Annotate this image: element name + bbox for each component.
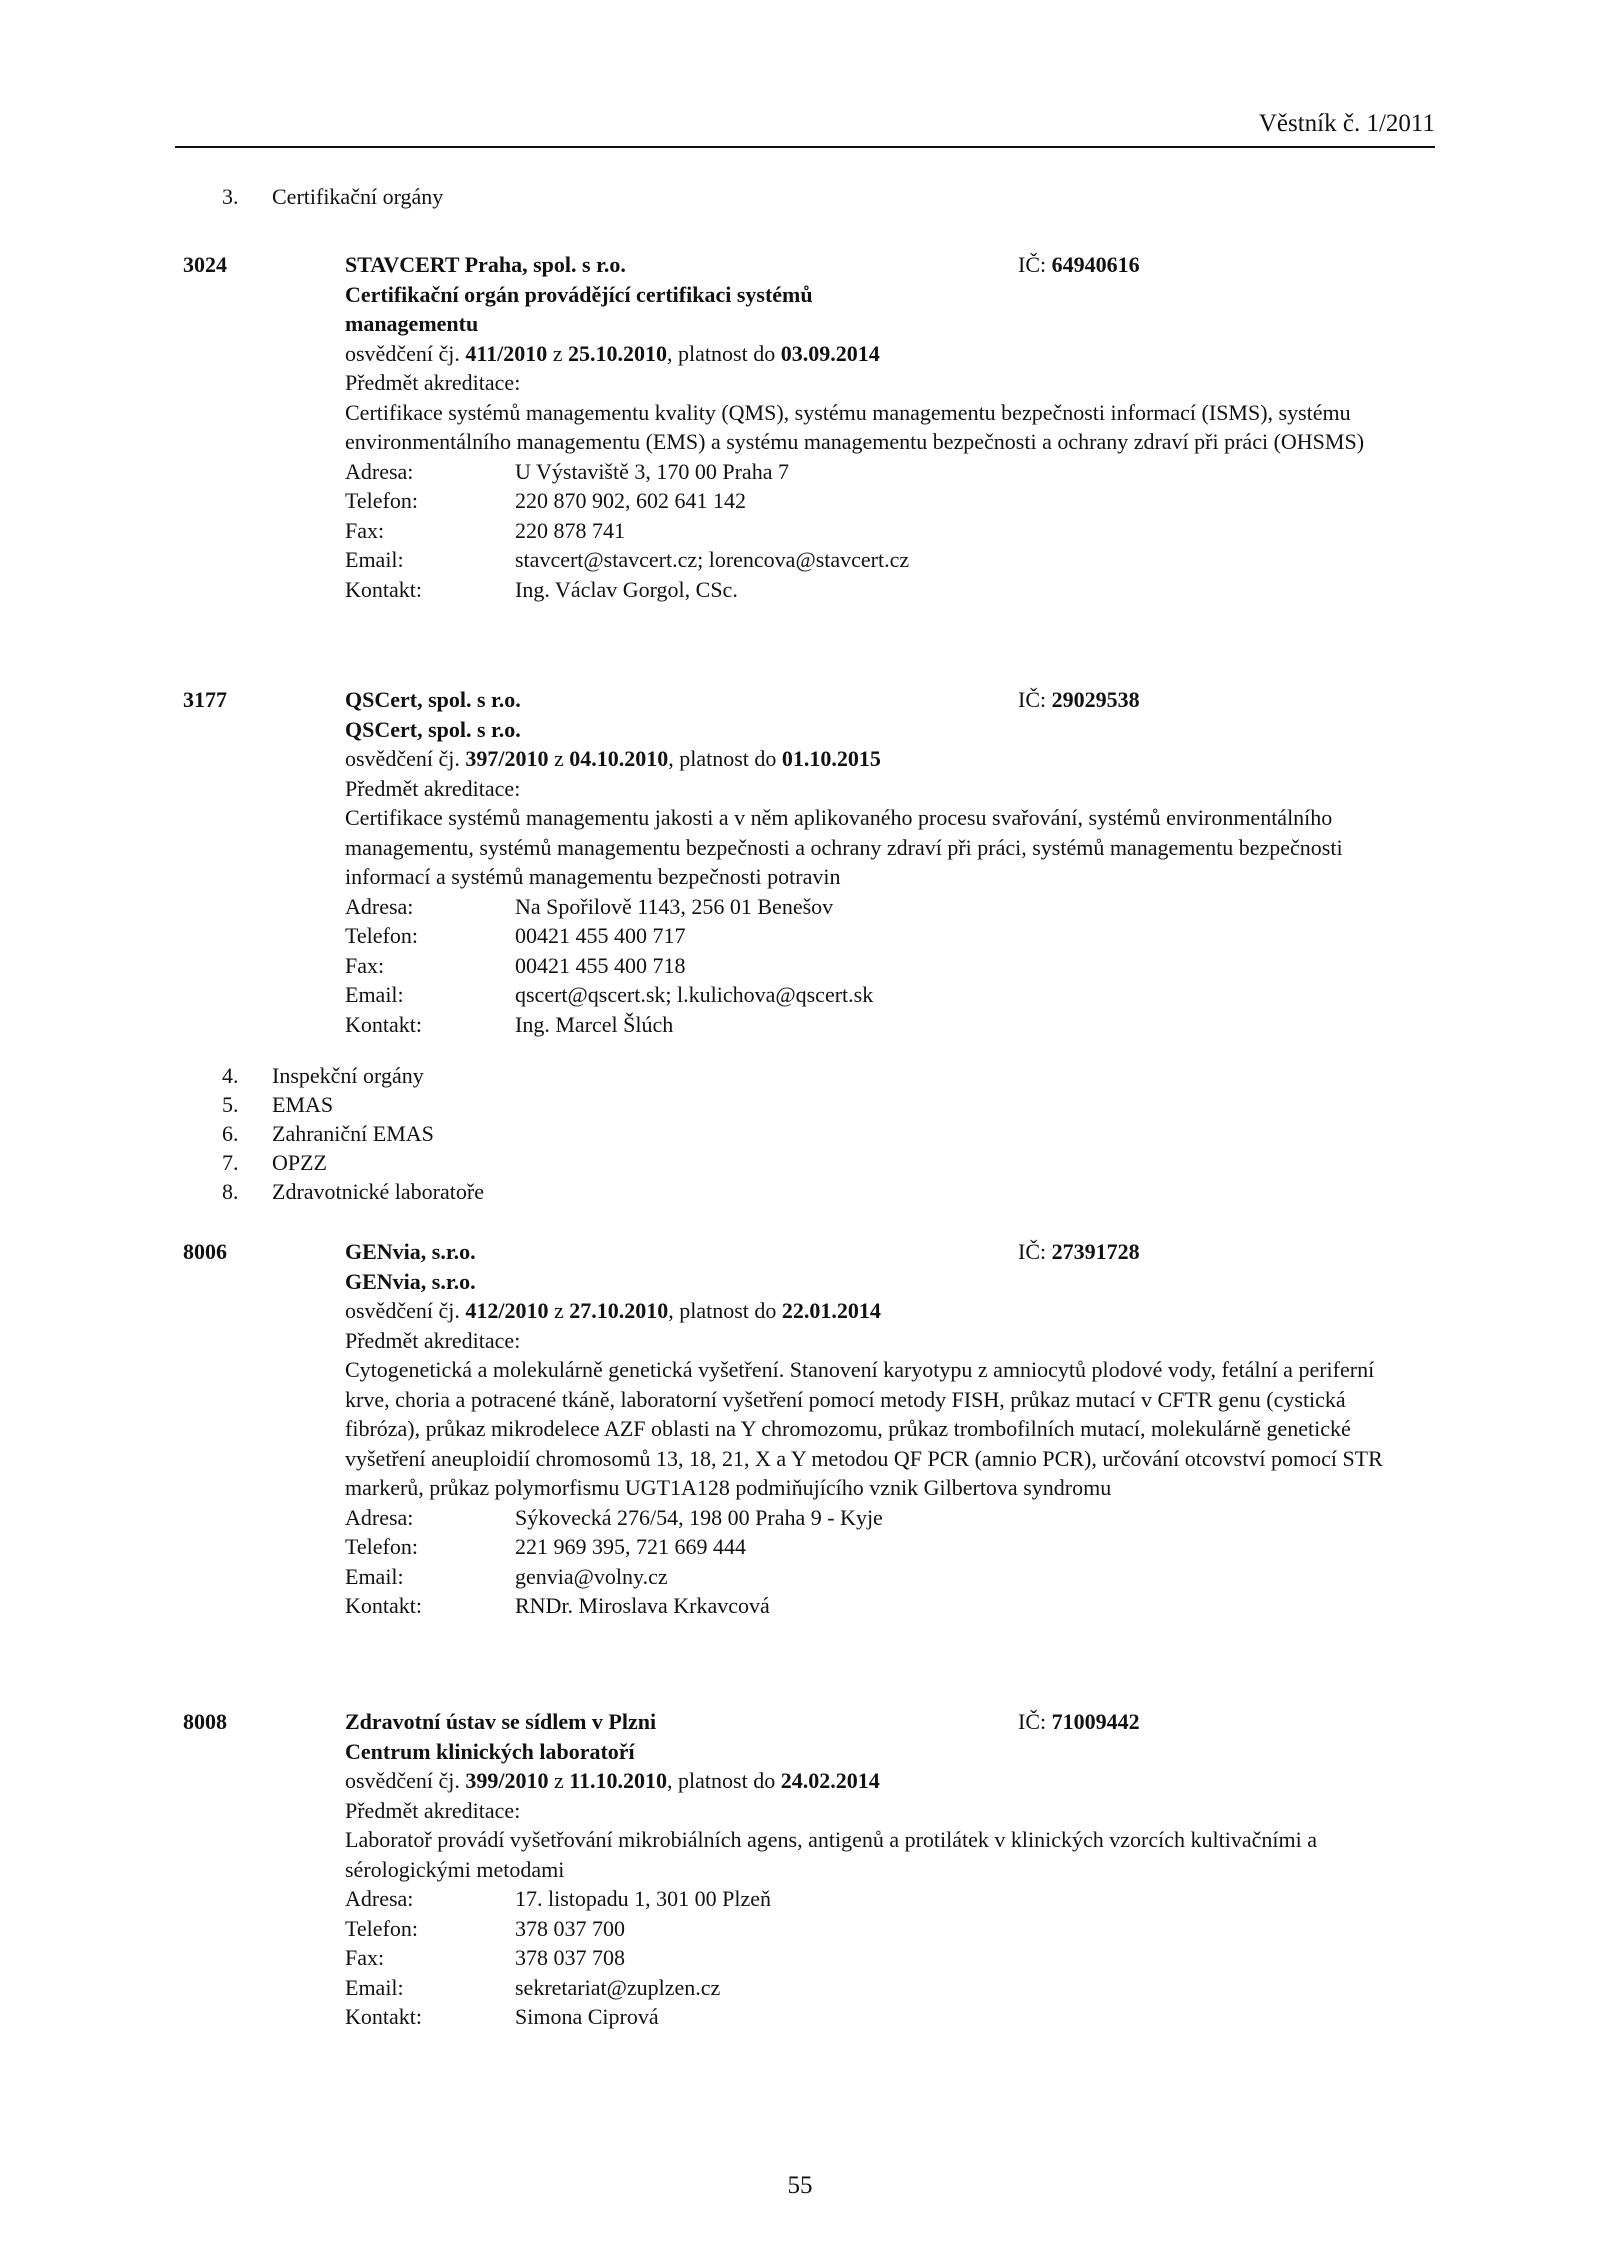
contact-value: Ing. Václav Gorgol, CSc. bbox=[515, 576, 738, 602]
entry-code: 8008 bbox=[183, 1709, 227, 1734]
section-heading-certifikacni bbox=[222, 182, 443, 211]
contact-row bbox=[345, 1591, 1415, 1621]
cert-valid-until: 22.01.2014 bbox=[781, 1298, 881, 1323]
ic-label: IČ: bbox=[1018, 1239, 1047, 1264]
contact-label: Telefon: bbox=[345, 488, 418, 513]
entity-subname: Centrum klinických laboratoří bbox=[345, 1738, 635, 1764]
contact-label: Kontakt: bbox=[345, 2004, 422, 2029]
cert-z: z bbox=[552, 340, 563, 366]
section-number: 5. bbox=[222, 1092, 239, 1117]
cert-number: 399/2010 bbox=[465, 1768, 549, 1793]
contact-row bbox=[345, 1943, 1415, 1973]
contact-value: 378 037 708 bbox=[515, 1945, 625, 1970]
contact-row bbox=[345, 1010, 1415, 1040]
contact-value: Ing. Marcel Šlúch bbox=[515, 1011, 674, 1037]
entry-body bbox=[345, 685, 1415, 1039]
entry-code: 3177 bbox=[183, 687, 227, 712]
cert-prefix: osvědčení čj. bbox=[345, 1768, 460, 1793]
cert-z: z bbox=[553, 1768, 564, 1793]
contact-value: stavcert@stavcert.cz; lorencova@stavcert.cz bbox=[515, 547, 910, 572]
section-label: Zahraniční EMAS bbox=[272, 1121, 434, 1146]
cert-number: 411/2010 bbox=[465, 340, 548, 366]
contact-row bbox=[345, 892, 1415, 922]
subject-text: Laboratoř provádí vyšetřování mikrobiálních agens, antigenů a protilátek v klinických vzorcích kultivačními a sérologickými metodami bbox=[345, 1827, 1317, 1882]
contact-value: Sýkovecká 276/54, 198 00 Praha 9 - Kyje bbox=[515, 1504, 883, 1530]
contact-row bbox=[345, 980, 1415, 1010]
cert-prefix: osvědčení čj. bbox=[345, 746, 460, 771]
contact-label: Email: bbox=[345, 547, 404, 572]
contact-row bbox=[345, 921, 1415, 951]
cert-valid-until: 24.02.2014 bbox=[780, 1768, 880, 1793]
contact-value: U Výstaviště 3, 170 00 Praha 7 bbox=[515, 458, 789, 484]
cert-date: 04.10.2010 bbox=[569, 746, 669, 771]
contact-row bbox=[345, 457, 1415, 487]
ic-label: IČ: bbox=[1018, 252, 1047, 277]
entity-name: GENvia, s.r.o. bbox=[345, 1239, 476, 1264]
cert-valid-label: , platnost do bbox=[667, 1768, 776, 1793]
subject-label: Předmět akreditace: bbox=[345, 775, 521, 801]
entry-code: 8006 bbox=[183, 1239, 227, 1264]
contact-label: Email: bbox=[345, 1563, 404, 1589]
cert-valid-until: 01.10.2015 bbox=[781, 746, 881, 771]
cert-prefix: osvědčení čj. bbox=[345, 340, 460, 366]
entity-name: STAVCERT Praha, spol. s r.o. bbox=[345, 252, 626, 277]
section-list bbox=[222, 1061, 484, 1206]
contact-row bbox=[345, 486, 1415, 516]
cert-number: 397/2010 bbox=[465, 746, 549, 771]
contact-label: Kontakt: bbox=[345, 1593, 422, 1618]
contact-label: Adresa: bbox=[345, 1886, 414, 1911]
contact-row bbox=[345, 2002, 1415, 2032]
entry-body bbox=[345, 1237, 1415, 1621]
entity-subname: QSCert, spol. s r.o. bbox=[345, 716, 521, 742]
contact-value: 378 037 700 bbox=[515, 1915, 625, 1941]
contact-value: sekretariat@zuplzen.cz bbox=[515, 1974, 721, 2000]
contact-value: 00421 455 400 718 bbox=[515, 952, 686, 978]
ic-value: 29029538 bbox=[1051, 687, 1140, 712]
subject-text: Certifikace systémů managementu jakosti a v něm aplikovaného procesu svařování, systémů environmentálního managementu, systémů managementu bezpečnosti a ochrany zdraví při práci, systémů managementu bezpečnosti informací a systémů managementu bezpečnosti potravin bbox=[345, 805, 1343, 889]
contact-label: Kontakt: bbox=[345, 576, 422, 602]
subject-text: Cytogenetická a molekulárně genetická vyšetření. Stanovení karyotypu z amniocytů plodové vody, fetální a periferní krve, choria a potracené tkáně, laboratorní vyšetření pomocí metody FISH, průkaz mutací v CFTR genu (cystická fibróza), průkaz mikrodelece AZF oblasti na Y chromozomu, průkaz trombofilních mutací, molekulárně genetické vyšetření aneuploidií chromosomů 13, 18, 21, X a Y metodou QF PCR (amnio PCR), určování otcovství pomocí STR markerů, průkaz polymorfismu UGT1A128 podmiňujícího vznik Gilbertova syndromu bbox=[345, 1357, 1383, 1500]
contact-value: genvia@volny.cz bbox=[515, 1563, 668, 1589]
contact-value: RNDr. Miroslava Krkavcová bbox=[515, 1593, 770, 1618]
subject-label: Předmět akreditace: bbox=[345, 1327, 521, 1353]
contact-row bbox=[345, 1562, 1415, 1592]
section-number: 7. bbox=[222, 1150, 239, 1175]
contact-label: Email: bbox=[345, 982, 404, 1007]
contact-row bbox=[345, 1884, 1415, 1914]
section-number: 4. bbox=[222, 1063, 239, 1088]
cert-z: z bbox=[553, 1298, 564, 1323]
certificate-line bbox=[345, 339, 1415, 369]
contact-label: Email: bbox=[345, 1974, 404, 2000]
ic-value: 64940616 bbox=[1051, 252, 1140, 277]
contact-row bbox=[345, 1532, 1415, 1562]
cert-valid-label: , platnost do bbox=[668, 1298, 777, 1323]
contact-label: Fax: bbox=[345, 952, 385, 978]
contact-value: 220 870 902, 602 641 142 bbox=[515, 488, 746, 513]
contact-label: Adresa: bbox=[345, 458, 414, 484]
contact-value: 221 969 395, 721 669 444 bbox=[515, 1534, 746, 1559]
entity-name: QSCert, spol. s r.o. bbox=[345, 687, 521, 712]
contact-row bbox=[345, 516, 1415, 546]
entity-name: Zdravotní ústav se sídlem v Plzni bbox=[345, 1709, 657, 1734]
section-label: Zdravotnické laboratoře bbox=[272, 1179, 484, 1204]
certificate-line bbox=[345, 1296, 1415, 1326]
cert-valid-label: , platnost do bbox=[668, 746, 777, 771]
contact-value: qscert@qscert.sk; l.kulichova@qscert.sk bbox=[515, 982, 874, 1007]
contact-label: Telefon: bbox=[345, 923, 418, 948]
contact-value: Simona Ciprová bbox=[515, 2004, 659, 2029]
section-label: EMAS bbox=[272, 1092, 334, 1117]
contact-value: 00421 455 400 717 bbox=[515, 923, 686, 948]
section-label: Certifikační orgány bbox=[272, 184, 444, 209]
cert-date: 11.10.2010 bbox=[569, 1768, 668, 1793]
cert-valid-until: 03.09.2014 bbox=[780, 340, 880, 366]
section-number: 6. bbox=[222, 1121, 239, 1146]
contact-row bbox=[345, 1914, 1415, 1944]
contact-label: Telefon: bbox=[345, 1915, 418, 1941]
cert-date: 27.10.2010 bbox=[569, 1298, 669, 1323]
entry-body bbox=[345, 250, 1415, 604]
subject-label: Předmět akreditace: bbox=[345, 370, 521, 395]
cert-number: 412/2010 bbox=[465, 1298, 549, 1323]
contact-label: Fax: bbox=[345, 1945, 385, 1970]
contact-value: 17. listopadu 1, 301 00 Plzeň bbox=[515, 1886, 772, 1911]
ic-label: IČ: bbox=[1018, 687, 1047, 712]
certificate-line bbox=[345, 1766, 1415, 1796]
contact-row bbox=[345, 545, 1415, 575]
entry-code: 3024 bbox=[183, 252, 227, 277]
subject-text: Certifikace systémů managementu kvality (QMS), systému managementu bezpečnosti informací (ISMS), systému environmentálního managementu (EMS) a systému managementu bezpečnosti a ochrany zdraví při práci (OHSMS) bbox=[345, 399, 1365, 454]
cert-valid-label: , platnost do bbox=[667, 340, 776, 366]
cert-date: 25.10.2010 bbox=[568, 340, 668, 366]
contact-row bbox=[345, 1973, 1415, 2003]
contact-label: Adresa: bbox=[345, 893, 414, 919]
contact-value: 220 878 741 bbox=[515, 517, 625, 543]
cert-prefix: osvědčení čj. bbox=[345, 1298, 460, 1323]
entry-body bbox=[345, 1707, 1415, 2032]
page-number: 55 bbox=[787, 2172, 813, 2199]
certificate-line bbox=[345, 744, 1415, 774]
section-number: 3. bbox=[222, 184, 239, 209]
ic-value: 71009442 bbox=[1051, 1709, 1140, 1734]
contact-label: Kontakt: bbox=[345, 1011, 422, 1037]
ic-value: 27391728 bbox=[1051, 1239, 1140, 1264]
entity-subname: Certifikační orgán provádějící certifikaci systémů managementu bbox=[345, 281, 813, 336]
running-header: Věstník č. 1/2011 bbox=[1258, 110, 1435, 137]
contact-label: Fax: bbox=[345, 517, 385, 543]
contact-label: Adresa: bbox=[345, 1504, 414, 1530]
ic-label: IČ: bbox=[1018, 1709, 1047, 1734]
contact-row bbox=[345, 951, 1415, 981]
contact-row bbox=[345, 1503, 1415, 1533]
subject-label: Předmět akreditace: bbox=[345, 1797, 521, 1823]
entity-subname: GENvia, s.r.o. bbox=[345, 1268, 476, 1294]
cert-z: z bbox=[553, 746, 564, 771]
contact-label: Telefon: bbox=[345, 1534, 418, 1559]
section-label: OPZZ bbox=[272, 1150, 327, 1175]
section-number: 8. bbox=[222, 1179, 239, 1204]
contact-value: Na Spořilově 1143, 256 01 Benešov bbox=[515, 893, 834, 919]
contact-row bbox=[345, 575, 1415, 605]
section-label: Inspekční orgány bbox=[272, 1063, 424, 1088]
header-rule bbox=[175, 146, 1435, 148]
